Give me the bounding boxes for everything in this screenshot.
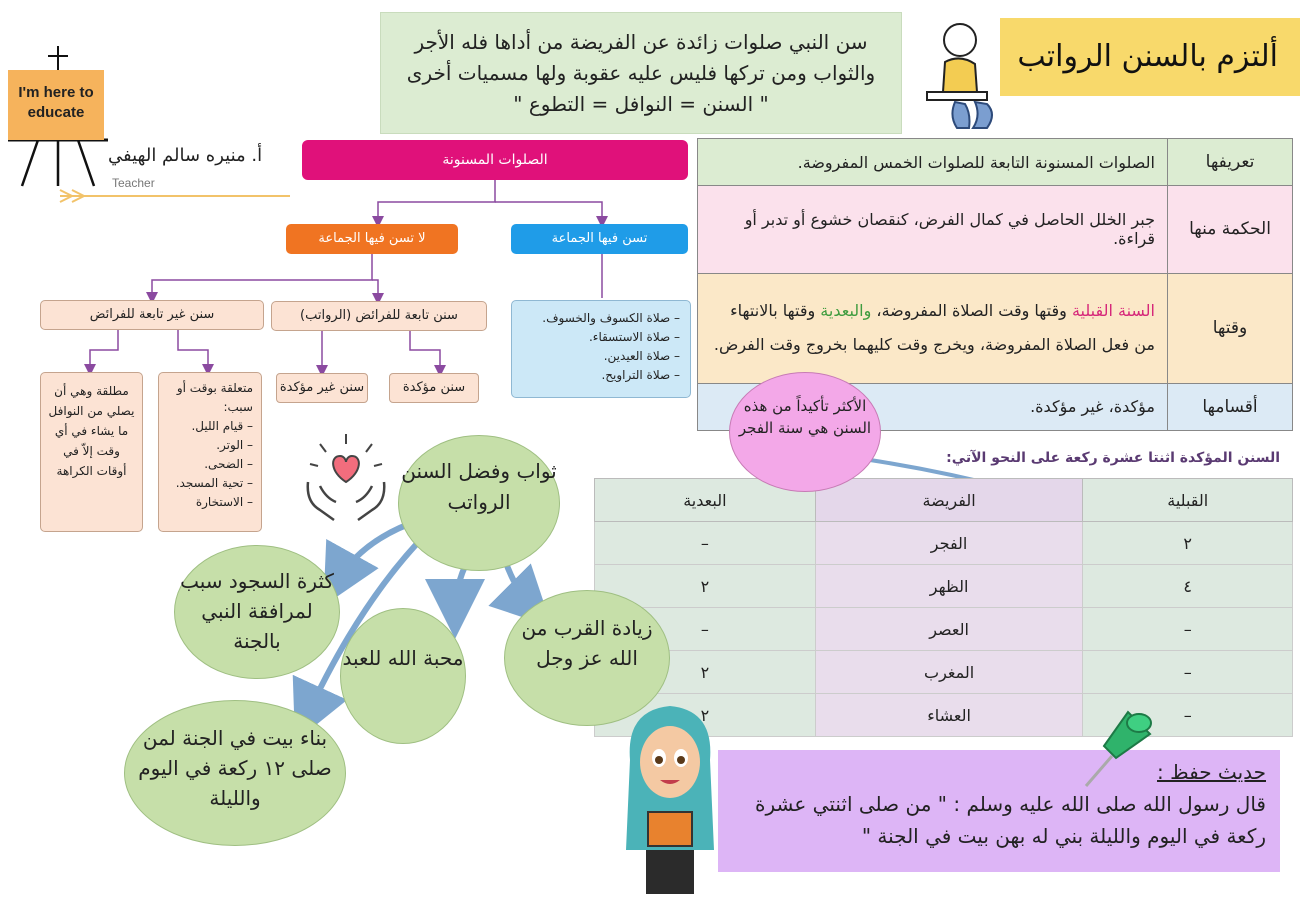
table-cell: – xyxy=(595,608,816,651)
list-item: – الاستخارة xyxy=(195,495,253,509)
intro-note: سن النبي صلوات زائدة عن الفريضة من أداها فله الأجر والثواب ومن تركها فليس عليه عقوبة ولها مسميات أخرى " السنن = النوافل = التطوع " xyxy=(380,12,902,134)
virtue-mahabba: محبة الله للعبد xyxy=(340,608,466,744)
teacher-role: Teacher xyxy=(112,176,155,190)
hadith-text: قال رسول الله صلى الله عليه وسلم : " من صلى اثنتي عشرة ركعة في اليوم والليلة بني له بهن بيت في الجنة " xyxy=(755,792,1266,848)
table-header-row xyxy=(595,479,1293,522)
table-row xyxy=(595,565,1293,608)
page-title: ألتزم بالسنن الرواتب xyxy=(1017,39,1278,74)
list-item: – صلاة العيدين. xyxy=(603,349,680,363)
row-value: مؤكدة، غير مؤكدة. xyxy=(698,383,1168,430)
table-cell: – xyxy=(1083,608,1293,651)
table-row xyxy=(698,139,1293,186)
virtues-center: ثواب وفضل السنن الرواتب xyxy=(398,435,560,571)
teacher-name: أ. منيره سالم الهيفي xyxy=(108,145,263,166)
table-cell: – xyxy=(1083,694,1293,737)
list-item: – الوتر. xyxy=(216,438,253,452)
table-cell: المغرب xyxy=(815,651,1083,694)
table-cell: – xyxy=(1083,651,1293,694)
table-cell: – xyxy=(595,522,816,565)
column-header: البعدية xyxy=(595,479,816,522)
table-cell: ٢ xyxy=(595,694,816,737)
teacher-sign: I'm here to educate xyxy=(8,70,104,140)
baadiya-term: والبعدية xyxy=(820,301,872,321)
flowchart-mutlaqa: مطلقة وهي أن يصلي من النوافل ما يشاء في أي وقت إلاّ في أوقات الكراهة xyxy=(40,372,143,532)
table-cell: العصر xyxy=(815,608,1083,651)
row-key: أقسامها xyxy=(1168,383,1293,430)
row-key: وقتها xyxy=(1168,273,1293,383)
prayer-table xyxy=(594,478,1293,737)
flowchart-jamaa-list xyxy=(511,300,691,398)
pushpin-icon xyxy=(1082,700,1162,790)
list-item: – صلاة التراويح. xyxy=(601,368,680,382)
list-item: – صلاة الاستسقاء. xyxy=(588,330,680,344)
list-item: – تحية المسجد. xyxy=(175,476,253,490)
flowchart-no-jamaa: لا تسن فيها الجماعة xyxy=(286,224,458,254)
flowchart-non-rawatib: سنن غير تابعة للفرائض xyxy=(40,300,264,330)
row-key: تعريفها xyxy=(1168,139,1293,186)
column-header: الفريضة xyxy=(815,479,1083,522)
row-key: الحكمة منها xyxy=(1168,186,1293,274)
table-cell: العشاء xyxy=(815,694,1083,737)
heart-hands-icon xyxy=(300,432,392,522)
flowchart-muakkada: سنن مؤكدة xyxy=(389,373,479,403)
list-item: – صلاة الكسوف والخسوف. xyxy=(542,311,680,325)
list-item: – الضحى. xyxy=(204,457,253,471)
table-row xyxy=(698,273,1293,383)
qabliya-term: السنة القبلية xyxy=(1071,301,1155,321)
column-header: القبلية xyxy=(1083,479,1293,522)
table-cell: ٢ xyxy=(595,565,816,608)
table-cell: الظهر xyxy=(815,565,1083,608)
row-value xyxy=(698,273,1168,383)
hadith-box xyxy=(718,750,1280,872)
praying-person-icon xyxy=(915,20,1010,130)
row-value-part: وقتها وقت الصلاة المفروضة، xyxy=(871,301,1072,321)
table-row xyxy=(595,651,1293,694)
table-cell: الفجر xyxy=(815,522,1083,565)
table-row xyxy=(698,186,1293,274)
flowchart-rawatib: سنن تابعة للفرائض (الرواتب) xyxy=(271,301,487,331)
row-value: جبر الخلل الحاصل في كمال الفرض، كنقصان خشوع أو تدبر أو قراءة. xyxy=(698,186,1168,274)
row-value: الصلوات المسنونة التابعة للصلوات الخمس المفروضة. xyxy=(698,139,1168,186)
flowchart-root: الصلوات المسنونة xyxy=(302,140,688,180)
table-row xyxy=(595,522,1293,565)
row-value-part: وقتها بالانتهاء من فعل الصلاة المفروضة، ويخرج وقت كليهما بخروج وقت الفرض. xyxy=(713,301,1155,355)
mutaalliqa-title: متعلقة بوقت أو سبب: xyxy=(176,381,253,414)
flowchart-ghayr-muakkada: سنن غير مؤكدة xyxy=(276,373,368,403)
table-cell: ٢ xyxy=(595,651,816,694)
prayer-table-caption: السنن المؤكدة اثنتا عشرة ركعة على النحو الآتي: xyxy=(946,450,1280,466)
flowchart-jamaa: تسن فيها الجماعة xyxy=(511,224,688,254)
callout-bubble: الأكثر تأكيداً من هذه السنن هي سنة الفجر xyxy=(729,372,881,492)
virtue-bayt: بناء بيت في الجنة لمن صلى ١٢ ركعة في اليوم والليلة xyxy=(124,700,346,846)
table-row xyxy=(595,608,1293,651)
teacher-character-illustration xyxy=(616,700,724,896)
table-cell: ٤ xyxy=(1083,565,1293,608)
virtue-qurb: زيادة القرب من الله عز وجل xyxy=(504,590,670,726)
virtue-sujood: كثرة السجود سبب لمرافقة النبي بالجنة xyxy=(174,545,340,679)
hadith-title: حديث حفظ : xyxy=(1157,760,1266,784)
flowchart-mutaalliqa xyxy=(158,372,262,532)
list-item: – قيام الليل. xyxy=(191,419,253,433)
table-cell: ٢ xyxy=(1083,522,1293,565)
